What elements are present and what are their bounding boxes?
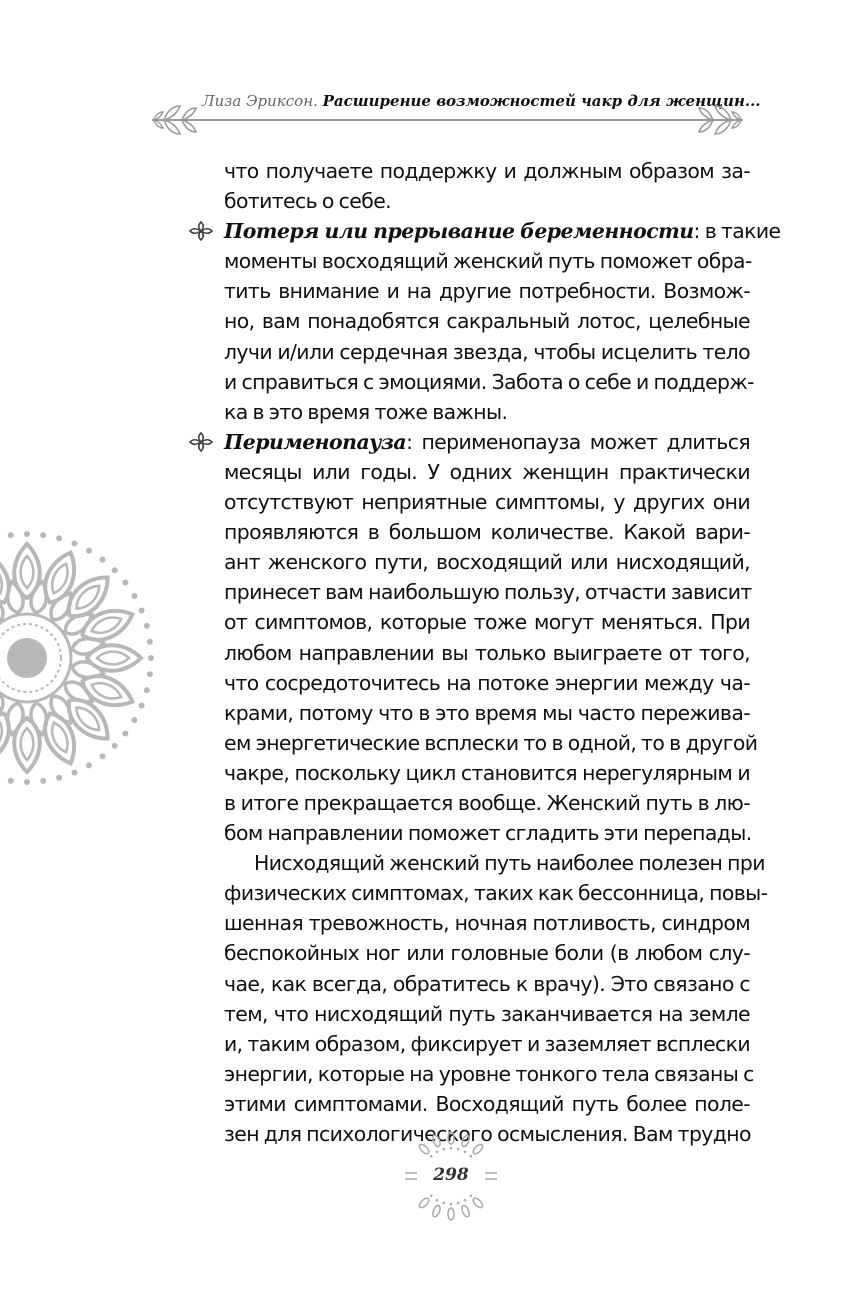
text-line: отсутствуют неприятные симптомы, у других они — [224, 490, 750, 515]
bullet-term-rest: : в такие — [693, 219, 781, 244]
text-line: и справиться с эмоциями. Забота о себе и поддерж- — [224, 369, 754, 394]
fleuron-icon — [188, 431, 214, 453]
page-number-block — [396, 1128, 506, 1228]
text-line: в итоге прекращается вообще. Женский путь в лю- — [224, 790, 750, 815]
text-line: ботитесь о себе. — [224, 189, 392, 214]
text-line: зен для психологического осмысления. Вам трудно — [224, 1122, 751, 1146]
text-line: лучи и/или сердечная звезда, чтобы исцелить тело — [224, 339, 750, 364]
text-line: шенная тревожность, ночная потливость, синдром — [224, 911, 750, 936]
text-line: что получаете поддержку и должным образом за- — [224, 159, 750, 183]
text-line: тем, что нисходящий путь заканчивается на земле — [224, 1001, 750, 1026]
text-line: физических симптомах, таких как бессонница, повы- — [224, 881, 768, 906]
bullet-item — [224, 427, 750, 457]
text-line: но, вам понадобятся сакральный лотос, целебные — [224, 309, 750, 334]
bullet-term: Перименопауза — [224, 429, 407, 454]
header-author: Лиза Эриксон. — [202, 92, 318, 110]
text-line: Нисходящий женский путь наиболее полезен при — [254, 851, 765, 876]
text-line: любом направлении вы только выиграете от того, — [224, 640, 750, 665]
text-line: этими симптомами. Восходящий путь более поле- — [224, 1091, 750, 1116]
text-line: проявляются в большом количестве. Какой вари- — [224, 520, 750, 545]
fleuron-icon — [188, 220, 214, 242]
leaf-branch-right-icon — [683, 98, 745, 142]
text-line: чакре, поскольку цикл становится нерегулярным и — [224, 760, 750, 785]
bullet-term: Потеря или прерывание беременности — [224, 219, 694, 244]
text-line: ка в это время тоже важны. — [224, 399, 508, 424]
text-line: энергии, которые на уровне тонкого тела связаны с — [224, 1061, 754, 1086]
text-line: принесет вам наибольшую пользу, отчасти зависит — [224, 580, 752, 605]
header-rule — [164, 119, 731, 121]
bullet-item — [224, 216, 781, 246]
running-header — [150, 92, 761, 136]
text-line: ем энергетические всплески то в одной, то в другой — [224, 730, 758, 755]
text-line: тить внимание и на другие потребности. Возмож- — [224, 279, 750, 304]
text-line: моменты восходящий женский путь поможет обра- — [224, 249, 752, 274]
text-line: беспокойных ног или головные боли (в любом слу- — [224, 941, 750, 966]
mandala-ornament-icon — [0, 528, 157, 788]
text-line — [224, 427, 750, 457]
header-book-title: Расширение возможностей чакр для женщин... — [322, 92, 761, 110]
body-text — [224, 156, 781, 1149]
text-line: месяцы или годы. У одних женщин практически — [224, 459, 750, 484]
text-line: что сосредоточитесь на потоке энергии между ча- — [224, 670, 750, 695]
text-line: от симптомов, которые тоже могут меняться. При — [224, 610, 750, 635]
bullet-term-rest: : перименопауза может длиться — [406, 429, 750, 454]
header-text — [202, 92, 761, 110]
text-line: ант женского пути, восходящий или нисходящий, — [224, 550, 750, 575]
text-line: крами, потому что в это время мы часто пережива- — [224, 700, 750, 725]
text-line: и, таким образом, фиксирует и заземляет всплески — [224, 1031, 750, 1056]
text-line — [224, 216, 781, 246]
text-line: бом направлении поможет сгладить эти перепады. — [224, 821, 752, 846]
page-number: 298 — [433, 1165, 469, 1185]
text-line: чае, как всегда, обратитесь к врачу). Это связано с — [224, 971, 750, 996]
